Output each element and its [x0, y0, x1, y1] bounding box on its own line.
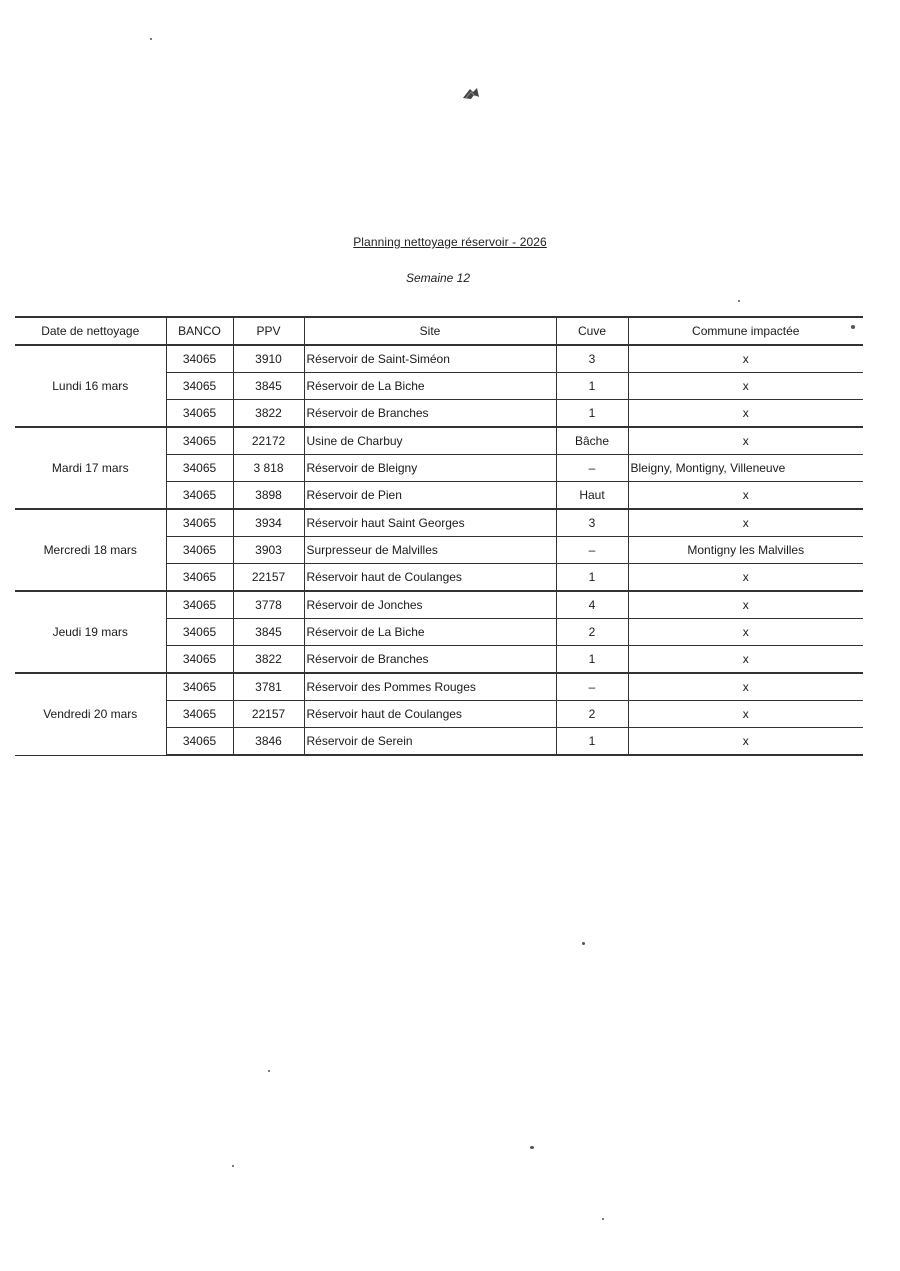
site-cell: Réservoir de La Biche	[304, 373, 556, 400]
ppv-cell: 3 818	[233, 455, 304, 482]
banco-cell: 34065	[166, 373, 233, 400]
commune-cell: x	[628, 673, 863, 701]
scan-speck	[602, 1218, 604, 1220]
banco-cell: 34065	[166, 701, 233, 728]
day-label: Mardi 17 mars	[15, 427, 166, 509]
header-cuve: Cuve	[556, 317, 628, 345]
header-date: Date de nettoyage	[15, 317, 166, 345]
ppv-cell: 22157	[233, 564, 304, 592]
commune-cell: x	[628, 400, 863, 428]
site-cell: Réservoir de Pien	[304, 482, 556, 510]
scan-speck	[738, 300, 740, 302]
cuve-cell: 2	[556, 701, 628, 728]
banco-cell: 34065	[166, 455, 233, 482]
commune-cell: x	[628, 482, 863, 510]
commune-cell: x	[628, 427, 863, 455]
ppv-cell: 3778	[233, 591, 304, 619]
cuve-cell: Haut	[556, 482, 628, 510]
header-banco: BANCO	[166, 317, 233, 345]
scan-speck	[232, 1165, 234, 1167]
day-label: Lundi 16 mars	[15, 345, 166, 427]
header-commune: Commune impactée	[628, 317, 863, 345]
commune-cell: x	[628, 591, 863, 619]
cuve-cell: 1	[556, 646, 628, 674]
commune-cell: x	[628, 619, 863, 646]
header-site: Site	[304, 317, 556, 345]
banco-cell: 34065	[166, 728, 233, 756]
site-cell: Réservoir de Saint-Siméon	[304, 345, 556, 373]
site-cell: Réservoir de Serein	[304, 728, 556, 756]
banco-cell: 34065	[166, 400, 233, 428]
commune-cell: x	[628, 564, 863, 592]
site-cell: Réservoir de Branches	[304, 400, 556, 428]
cuve-cell: 3	[556, 345, 628, 373]
site-cell: Usine de Charbuy	[304, 427, 556, 455]
day-label: Vendredi 20 mars	[15, 673, 166, 755]
table-row	[15, 591, 863, 619]
ppv-cell: 22157	[233, 701, 304, 728]
ppv-cell: 3822	[233, 646, 304, 674]
banco-cell: 34065	[166, 673, 233, 701]
scan-speck	[268, 1070, 270, 1072]
page-subtitle: Semaine 12	[405, 271, 471, 285]
commune-cell: x	[628, 701, 863, 728]
banco-cell: 34065	[166, 537, 233, 564]
site-cell: Réservoir haut Saint Georges	[304, 509, 556, 537]
site-cell: Réservoir de Jonches	[304, 591, 556, 619]
banco-cell: 34065	[166, 646, 233, 674]
cleaning-schedule-table	[15, 316, 863, 756]
site-cell: Réservoir de La Biche	[304, 619, 556, 646]
table-header-row	[15, 317, 863, 345]
scan-speck	[582, 942, 585, 945]
day-label: Jeudi 19 mars	[15, 591, 166, 673]
page-title: Planning nettoyage réservoir - 2026	[353, 235, 547, 249]
banco-cell: 34065	[166, 345, 233, 373]
ppv-cell: 3846	[233, 728, 304, 756]
scan-speck	[530, 1146, 534, 1149]
banco-cell: 34065	[166, 619, 233, 646]
ppv-cell: 3910	[233, 345, 304, 373]
ppv-cell: 3845	[233, 373, 304, 400]
cuve-cell: 1	[556, 728, 628, 756]
site-cell: Réservoir haut de Coulanges	[304, 701, 556, 728]
table-row	[15, 673, 863, 701]
ppv-cell: 3898	[233, 482, 304, 510]
site-cell: Réservoir de Branches	[304, 646, 556, 674]
site-cell: Réservoir de Bleigny	[304, 455, 556, 482]
banco-cell: 34065	[166, 427, 233, 455]
banco-cell: 34065	[166, 509, 233, 537]
scan-speck	[851, 325, 855, 329]
scan-speck	[150, 38, 152, 40]
commune-cell: x	[628, 646, 863, 674]
ppv-cell: 3845	[233, 619, 304, 646]
scan-mark-icon	[461, 86, 481, 102]
banco-cell: 34065	[166, 591, 233, 619]
cuve-cell: Bâche	[556, 427, 628, 455]
banco-cell: 34065	[166, 564, 233, 592]
cuve-cell: 1	[556, 564, 628, 592]
ppv-cell: 3822	[233, 400, 304, 428]
ppv-cell: 3903	[233, 537, 304, 564]
day-label: Mercredi 18 mars	[15, 509, 166, 591]
table-row	[15, 345, 863, 373]
commune-cell: Montigny les Malvilles	[628, 537, 863, 564]
table-row	[15, 509, 863, 537]
commune-cell: x	[628, 509, 863, 537]
commune-cell: x	[628, 345, 863, 373]
ppv-cell: 22172	[233, 427, 304, 455]
banco-cell: 34065	[166, 482, 233, 510]
cuve-cell: 3	[556, 509, 628, 537]
table-row	[15, 427, 863, 455]
commune-cell: x	[628, 373, 863, 400]
site-cell: Réservoir haut de Coulanges	[304, 564, 556, 592]
cuve-cell: 1	[556, 400, 628, 428]
ppv-cell: 3781	[233, 673, 304, 701]
cuve-cell: 4	[556, 591, 628, 619]
site-cell: Réservoir des Pommes Rouges	[304, 673, 556, 701]
cuve-cell: –	[556, 537, 628, 564]
cuve-cell: –	[556, 455, 628, 482]
cuve-cell: 1	[556, 373, 628, 400]
commune-cell: x	[628, 728, 863, 756]
cuve-cell: –	[556, 673, 628, 701]
header-ppv: PPV	[233, 317, 304, 345]
ppv-cell: 3934	[233, 509, 304, 537]
site-cell: Surpresseur de Malvilles	[304, 537, 556, 564]
commune-cell: Bleigny, Montigny, Villeneuve	[628, 455, 863, 482]
cuve-cell: 2	[556, 619, 628, 646]
